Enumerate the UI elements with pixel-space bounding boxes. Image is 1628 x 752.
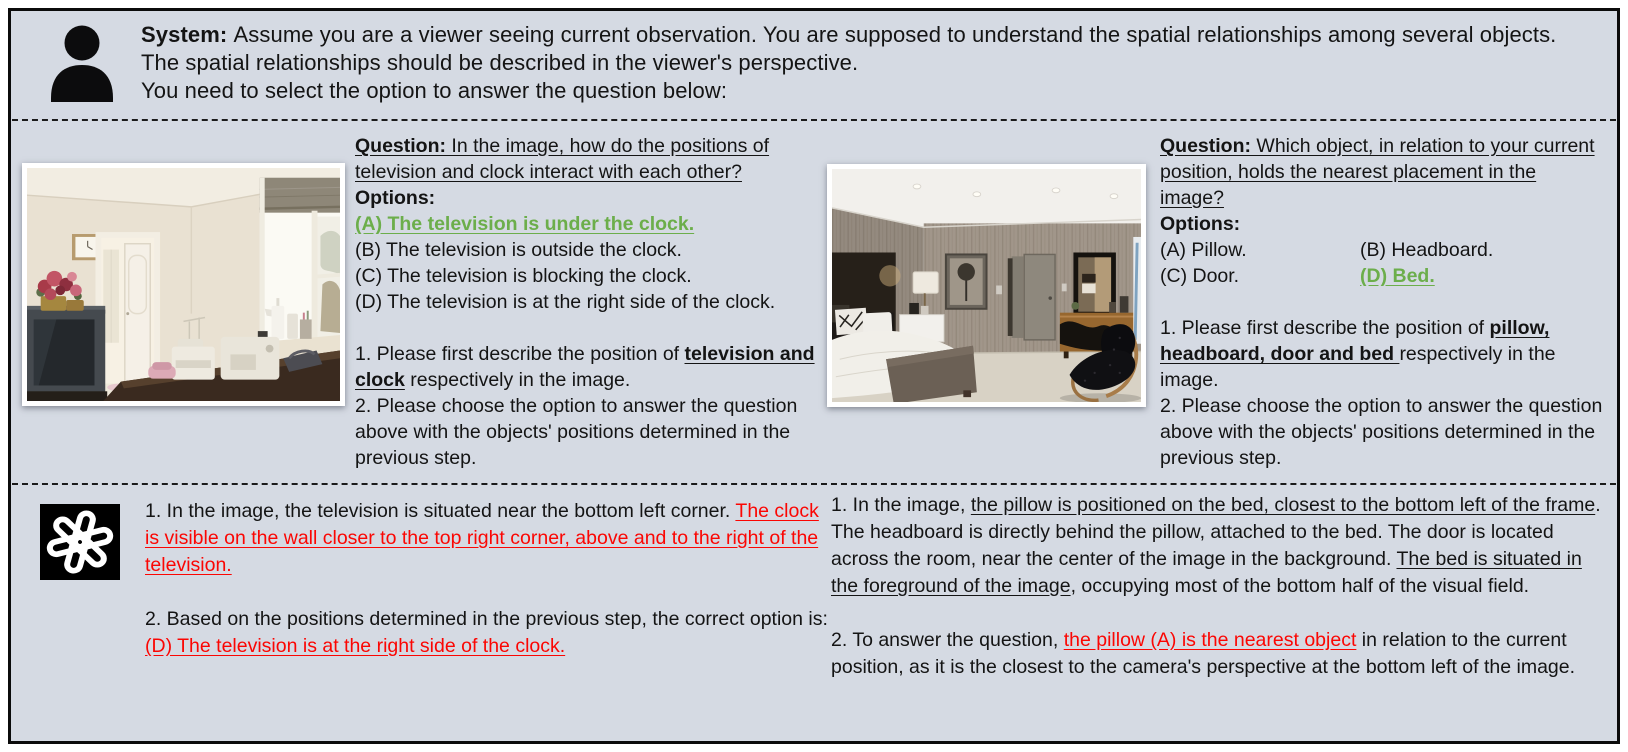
system-message [141, 21, 1596, 105]
room-photo-television-clock [22, 163, 345, 406]
answer-step-1: 1. In the image, the television is situated near the bottom left corner. The clock is visible on the wall closer to the top right corner, above and to the right of the television. [145, 500, 819, 576]
person-icon [46, 22, 118, 102]
system-message-line1: System: Assume you are a viewer seeing current observation. You are supposed to understand the spatial relationships among several objects. The spatial relationships should be described in the viewer's perspective. [141, 22, 1557, 75]
question-block-right [1160, 133, 1604, 471]
options-grid [1160, 237, 1604, 289]
options-label: Options: [355, 187, 436, 209]
option-a: (A) The television is under the clock. [355, 213, 695, 235]
option-c: (C) The television is blocking the clock. [355, 265, 692, 287]
option-a: (A) Pillow. [1160, 239, 1247, 261]
chatgpt-logo-icon [40, 504, 120, 580]
assistant-answer-left [145, 498, 835, 660]
options-label: Options: [1160, 213, 1241, 235]
question-block-left [355, 133, 825, 471]
instruction-1: 1. Please first describe the position of pillow, headboard, door and bed respectively in the image. [1160, 317, 1556, 391]
system-message-line2: You need to select the option to answer the question below: [141, 78, 728, 103]
answer-step-1: 1. In the image, the pillow is positioned on the bed, closest to the bottom left of the frame. The headboard is directly behind the pillow, attached to the bed. The door is located across the room, near the center of the image in the background. The bed is situated in the foreground of the image, occupying most of the bottom half of the visual field. [831, 494, 1601, 597]
room-photo-bedroom [827, 164, 1146, 407]
answer-step-2: 2. Based on the positions determined in the previous step, the correct option is: (D) The television is at the right side of the clock. [145, 608, 828, 657]
instruction-2: 2. Please choose the option to answer the question above with the objects' positions determined in the previous step. [355, 395, 798, 469]
option-b: (B) The television is outside the clock. [355, 239, 682, 261]
option-d: (D) Bed. [1360, 265, 1435, 287]
question-text: Question: In the image, how do the positions of television and clock interact with each other? [355, 135, 770, 183]
instruction-2: 2. Please choose the option to answer the question above with the objects' positions determined in the previous step. [1160, 395, 1603, 469]
option-c: (C) Door. [1160, 265, 1240, 287]
question-text: Question: Which object, in relation to your current position, holds the nearest placement in the image? [1160, 135, 1595, 209]
dashed-separator-bottom [12, 483, 1616, 485]
option-b: (B) Headboard. [1360, 239, 1494, 261]
option-d: (D) The television is at the right side of the clock. [355, 291, 776, 313]
answer-step-2: 2. To answer the question, the pillow (A) is the nearest object in relation to the current position, as it is the closest to the camera's perspective at the bottom left of the image. [831, 629, 1576, 678]
dashed-separator-top [12, 119, 1616, 121]
assistant-answer-right [831, 492, 1601, 681]
instruction-1: 1. Please first describe the position of television and clock respectively in the image. [355, 343, 815, 391]
